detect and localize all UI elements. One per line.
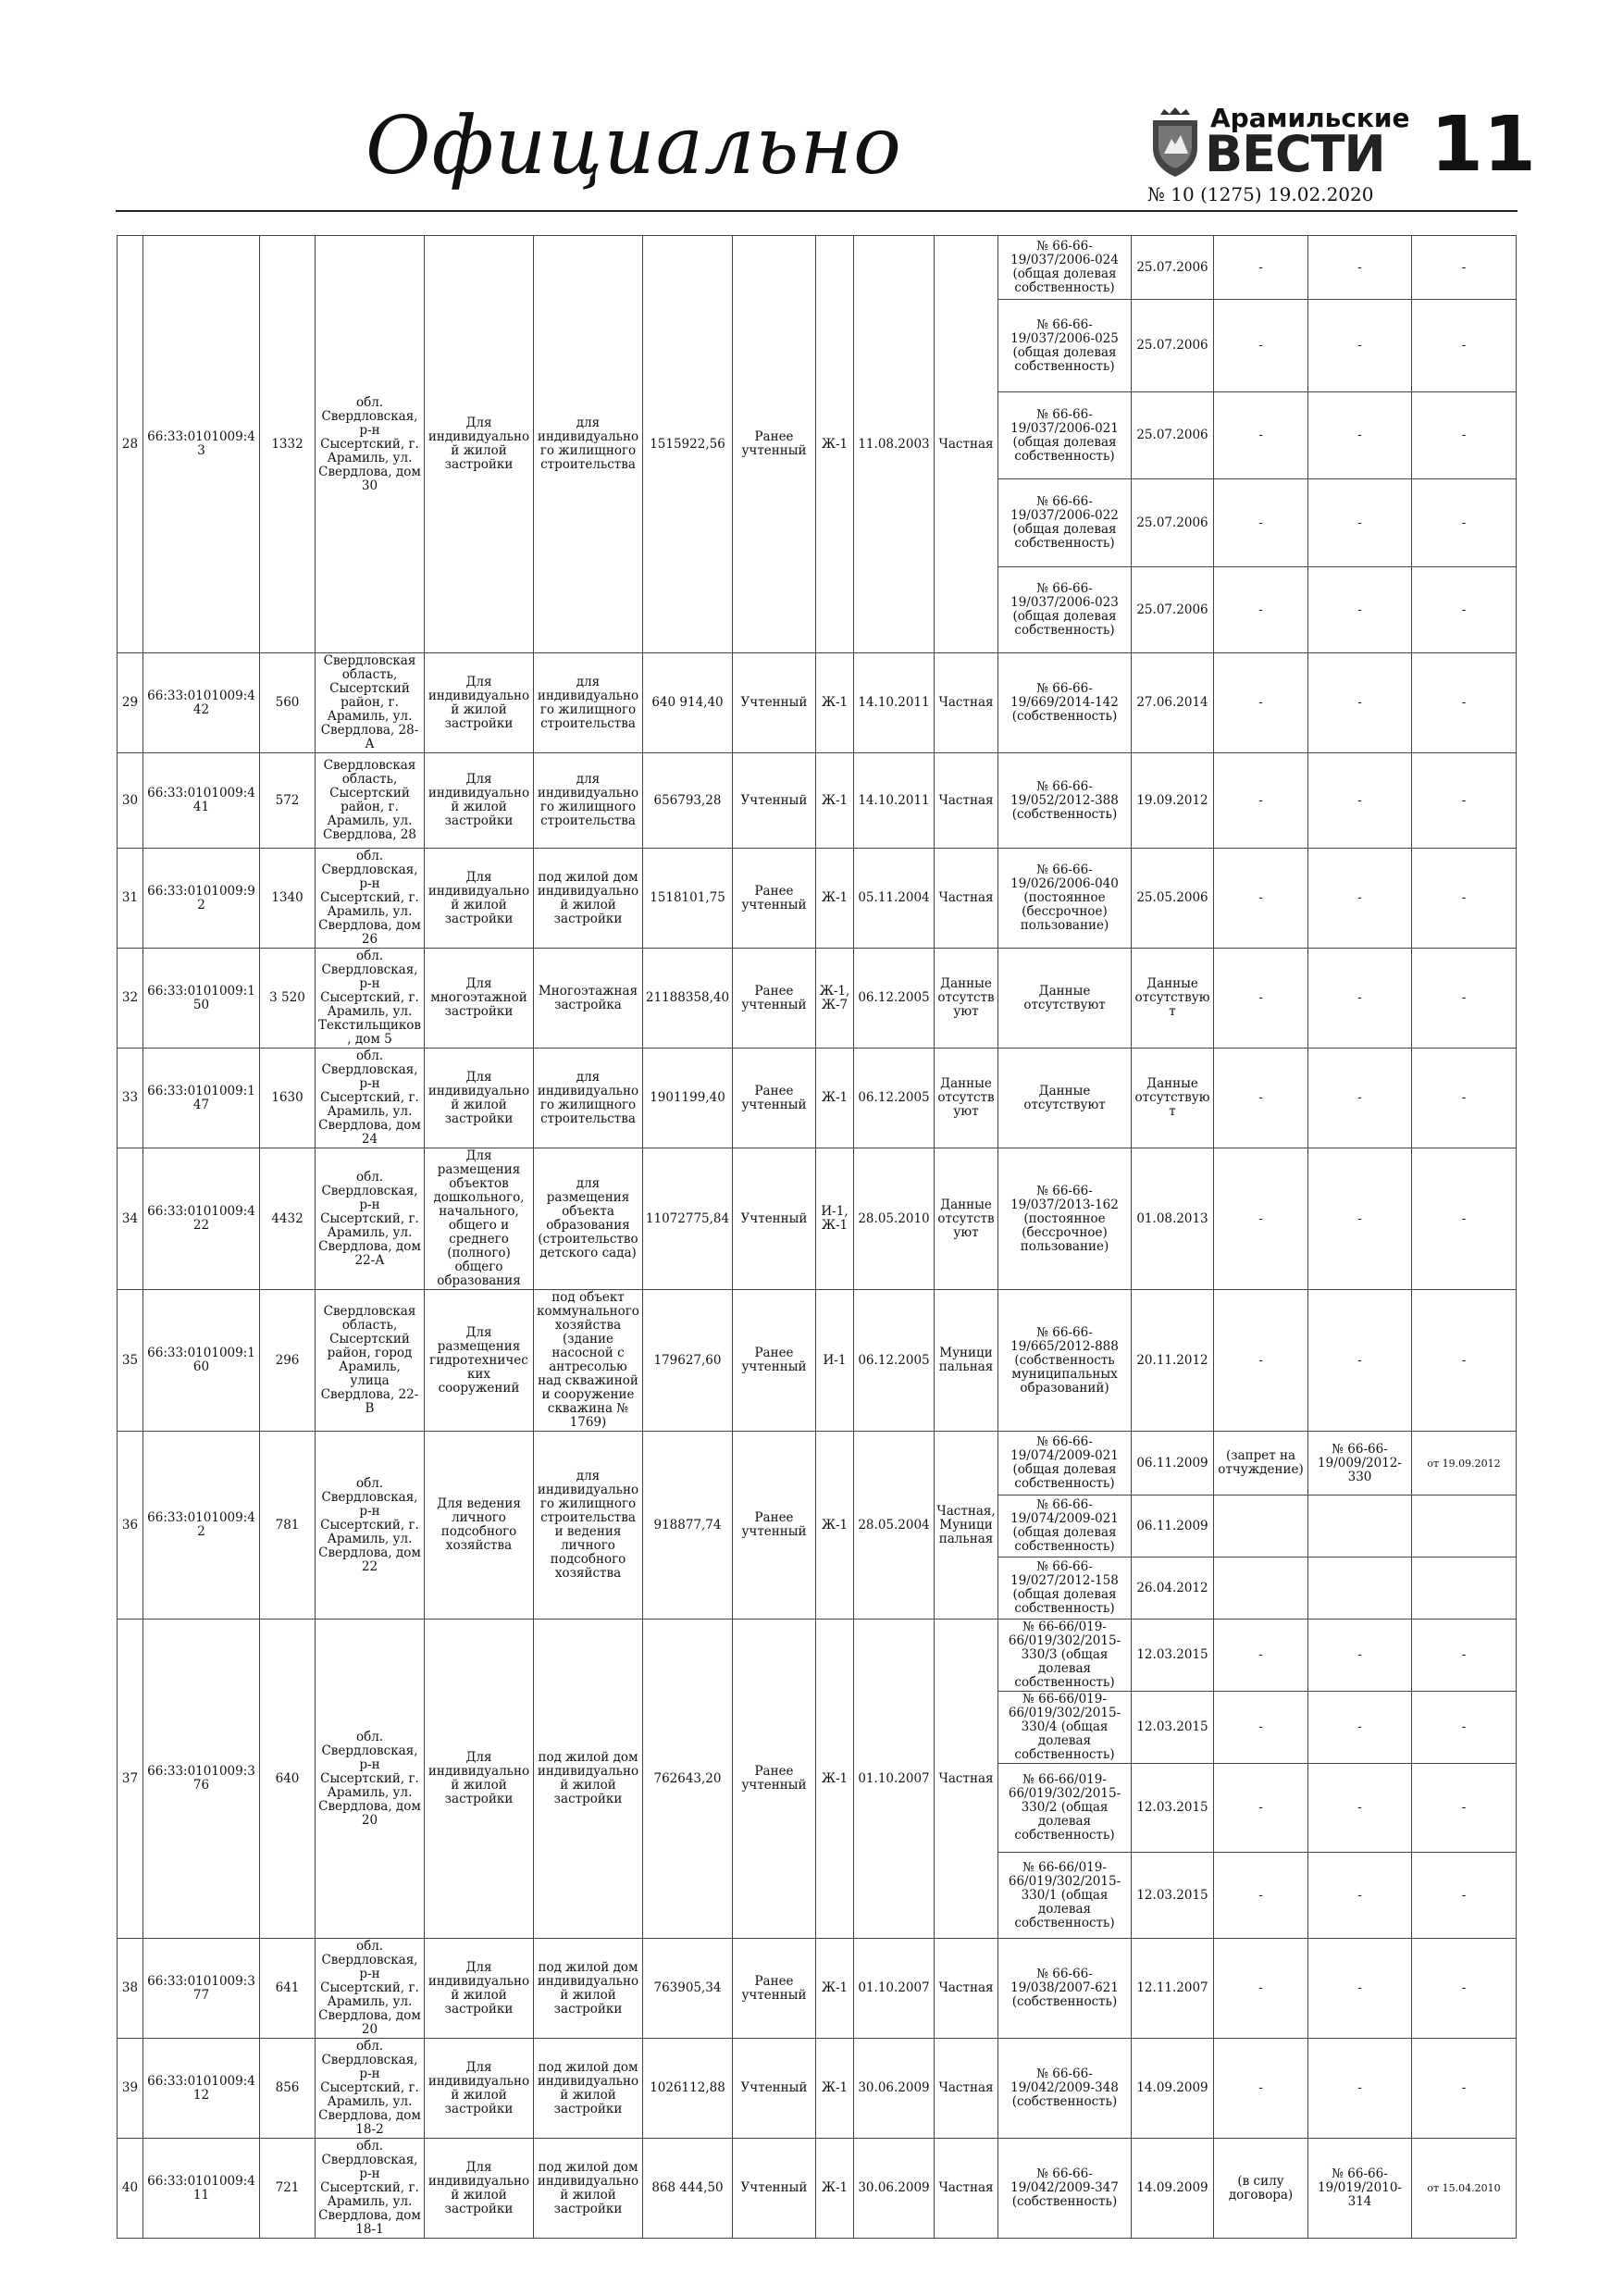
right-record: № 66-66-19/037/2006-023 (общая долевая собственность) (998, 567, 1132, 653)
encumbrance: - (1214, 1939, 1308, 2039)
cadastral-value: 640 914,40 (643, 653, 733, 753)
right-record: № 66-66-19/037/2006-025 (общая долевая собственность) (998, 300, 1132, 392)
encumbrance: - (1214, 1148, 1308, 1290)
cadastral-number: 66:33:0101009:43 (143, 236, 260, 653)
encumbrance-record: - (1308, 653, 1412, 753)
encumbrance: - (1214, 567, 1308, 653)
right-record: № 66-66-19/037/2006-022 (общая долевая собственность) (998, 479, 1132, 567)
row-number: 32 (118, 949, 143, 1049)
encumbrance-record: - (1308, 300, 1412, 392)
right-date: 25.07.2006 (1132, 567, 1214, 653)
ownership-form: Частная (935, 2039, 998, 2139)
registration-date: 14.10.2011 (854, 653, 935, 753)
encumbrance-record: - (1308, 1148, 1412, 1290)
section-title: Официально (365, 100, 902, 192)
right-record: № 66-66-19/665/2012-888 (собственность муниципальных образований) (998, 1290, 1132, 1432)
encumbrance-date: - (1412, 300, 1517, 392)
table-row (118, 1432, 1517, 1496)
land-category: Для ведения личного подсобного хозяйства (425, 1432, 534, 1620)
area: 296 (260, 1290, 316, 1432)
encumbrance-record: - (1308, 236, 1412, 300)
encumbrance: - (1214, 479, 1308, 567)
permitted-use: под жилой дом индивидуальной жилой застройки (534, 1620, 643, 1939)
registration-date: 30.06.2009 (854, 2039, 935, 2139)
cadastral-value: 179627,60 (643, 1290, 733, 1432)
area: 721 (260, 2139, 316, 2239)
encumbrance-date: - (1412, 236, 1517, 300)
area: 4432 (260, 1148, 316, 1290)
encumbrance-record (1308, 1558, 1412, 1620)
zone: Ж-1 (816, 236, 854, 653)
cadastral-number: 66:33:0101009:42 (143, 1432, 260, 1620)
record-status: Ранее учтенный (733, 949, 816, 1049)
encumbrance: - (1214, 1764, 1308, 1853)
encumbrance: - (1214, 949, 1308, 1049)
record-status: Ранее учтенный (733, 236, 816, 653)
right-record: № 66-66-19/037/2006-021 (общая долевая собственность) (998, 392, 1132, 479)
right-date: 27.06.2014 (1132, 653, 1214, 753)
land-category: Для индивидуальной жилой застройки (425, 1620, 534, 1939)
address: Свердловская область, Сысертский район, г. Арамиль, ул. Свердлова, 28 (316, 753, 425, 849)
table-row (118, 236, 1517, 300)
registration-date: 05.11.2004 (854, 849, 935, 949)
table-row (118, 2139, 1517, 2239)
registration-date: 06.12.2005 (854, 1290, 935, 1432)
land-category: Для размещения гидротехнических сооружений (425, 1290, 534, 1432)
encumbrance-date: - (1412, 567, 1517, 653)
record-status: Ранее учтенный (733, 1049, 816, 1148)
row-number: 38 (118, 1939, 143, 2039)
record-status: Ранее учтенный (733, 1939, 816, 2039)
permitted-use: для индивидуального жилищного строительства (534, 1049, 643, 1148)
cadastral-number: 66:33:0101009:160 (143, 1290, 260, 1432)
encumbrance-record: № 66-66-19/009/2012-330 (1308, 1432, 1412, 1496)
ownership-form: Частная (935, 849, 998, 949)
encumbrance: (в силу договора) (1214, 2139, 1308, 2239)
right-record: № 66-66/019-66/019/302/2015-330/4 (общая долевая собственность) (998, 1692, 1132, 1764)
encumbrance-date: - (1412, 2039, 1517, 2139)
record-status: Учтенный (733, 2039, 816, 2139)
permitted-use: под жилой дом индивидуальной жилой застройки (534, 2139, 643, 2239)
cadastral-value: 763905,34 (643, 1939, 733, 2039)
cadastral-number: 66:33:0101009:411 (143, 2139, 260, 2239)
encumbrance-record: - (1308, 1620, 1412, 1692)
registration-date: 28.05.2004 (854, 1432, 935, 1620)
right-record: № 66-66-19/042/2009-347 (собственность) (998, 2139, 1132, 2239)
cadastral-number: 66:33:0101009:422 (143, 1148, 260, 1290)
area: 641 (260, 1939, 316, 2039)
record-status: Учтенный (733, 753, 816, 849)
encumbrance-date: - (1412, 1290, 1517, 1432)
cadastral-number: 66:33:0101009:92 (143, 849, 260, 949)
land-category: Для индивидуальной жилой застройки (425, 1939, 534, 2039)
land-category: Для многоэтажной застройки (425, 949, 534, 1049)
ownership-form: Частная (935, 1620, 998, 1939)
encumbrance-date: от 19.09.2012 (1412, 1432, 1517, 1496)
permitted-use: под жилой дом индивидуальной жилой застройки (534, 1939, 643, 2039)
encumbrance: - (1214, 753, 1308, 849)
row-number: 36 (118, 1432, 143, 1620)
ownership-form: Муниципальная (935, 1290, 998, 1432)
address: обл. Свердловская, р-н Сысертский, г. Арамиль, ул. Текстильщиков, дом 5 (316, 949, 425, 1049)
address: обл. Свердловская, р-н Сысертский, г. Арамиль, ул. Свердлова, дом 20 (316, 1620, 425, 1939)
record-status: Ранее учтенный (733, 1620, 816, 1939)
ownership-form: Данные отсутствуют (935, 1049, 998, 1148)
page-number: 11 (1430, 101, 1536, 189)
encumbrance-date: - (1412, 949, 1517, 1049)
ownership-form: Данные отсутствуют (935, 1148, 998, 1290)
area: 572 (260, 753, 316, 849)
row-number: 39 (118, 2039, 143, 2139)
right-date: 14.09.2009 (1132, 2039, 1214, 2139)
area: 781 (260, 1432, 316, 1620)
cadastral-value: 1515922,56 (643, 236, 733, 653)
cadastral-value: 21188358,40 (643, 949, 733, 1049)
encumbrance-date: - (1412, 653, 1517, 753)
right-date: 26.04.2012 (1132, 1558, 1214, 1620)
address: обл. Свердловская, р-н Сысертский, г. Арамиль, ул. Свердлова, дом 30 (316, 236, 425, 653)
table-row (118, 1939, 1517, 2039)
permitted-use: для индивидуального жилищного строительства (534, 236, 643, 653)
permitted-use: под объект коммунального хозяйства (здание насосной с антресолью над скважиной и сооружение скважина № 1769) (534, 1290, 643, 1432)
encumbrance-date: - (1412, 849, 1517, 949)
right-date: 25.07.2006 (1132, 479, 1214, 567)
land-category: Для индивидуальной жилой застройки (425, 2139, 534, 2239)
address: обл. Свердловская, р-н Сысертский, г. Арамиль, ул. Свердлова, дом 18-2 (316, 2039, 425, 2139)
permitted-use: под жилой дом индивидуальной жилой застройки (534, 849, 643, 949)
right-record: № 66-66-19/052/2012-388 (собственность) (998, 753, 1132, 849)
right-date: 19.09.2012 (1132, 753, 1214, 849)
land-category: Для индивидуальной жилой застройки (425, 2039, 534, 2139)
zone: Ж-1, Ж-7 (816, 949, 854, 1049)
land-category: Для индивидуальной жилой застройки (425, 653, 534, 753)
permitted-use: для индивидуального жилищного строительства и ведения личного подсобного хозяйства (534, 1432, 643, 1620)
zone: Ж-1 (816, 2039, 854, 2139)
ownership-form: Частная (935, 2139, 998, 2239)
logo-small-text: Арамильские (1210, 103, 1410, 133)
right-record: № 66-66-19/037/2013-162 (постоянное (бессрочное) пользование) (998, 1148, 1132, 1290)
record-status: Учтенный (733, 2139, 816, 2239)
right-record: № 66-66-19/026/2006-040 (постоянное (бессрочное) пользование) (998, 849, 1132, 949)
encumbrance-record: - (1308, 392, 1412, 479)
registration-date: 01.10.2007 (854, 1620, 935, 1939)
right-record: № 66-66-19/669/2014-142 (собственность) (998, 653, 1132, 753)
area: 1340 (260, 849, 316, 949)
address: обл. Свердловская, р-н Сысертский, г. Арамиль, ул. Свердлова, дом 26 (316, 849, 425, 949)
cadastral-number: 66:33:0101009:441 (143, 753, 260, 849)
right-record: Данные отсутствуют (998, 949, 1132, 1049)
land-category: Для индивидуальной жилой застройки (425, 1049, 534, 1148)
cadastral-value: 11072775,84 (643, 1148, 733, 1290)
encumbrance-record: - (1308, 1764, 1412, 1853)
land-category: Для индивидуальной жилой застройки (425, 849, 534, 949)
cadastral-value: 762643,20 (643, 1620, 733, 1939)
coat-of-arms-icon (1147, 107, 1203, 178)
encumbrance-date (1412, 1558, 1517, 1620)
encumbrance-record: - (1308, 1692, 1412, 1764)
ownership-form: Частная (935, 1939, 998, 2039)
right-date: 12.03.2015 (1132, 1764, 1214, 1853)
address: обл. Свердловская, р-н Сысертский, г. Арамиль, ул. Свердлова, дом 22-А (316, 1148, 425, 1290)
cadastral-number: 66:33:0101009:412 (143, 2039, 260, 2139)
encumbrance-record: - (1308, 1939, 1412, 2039)
area: 856 (260, 2039, 316, 2139)
encumbrance-date: - (1412, 1764, 1517, 1853)
zone: Ж-1 (816, 653, 854, 753)
table-row (118, 1049, 1517, 1148)
ownership-form: Данные отсутствуют (935, 949, 998, 1049)
right-record: № 66-66-19/074/2009-021 (общая долевая собственность) (998, 1496, 1132, 1558)
encumbrance: (запрет на отчуждение) (1214, 1432, 1308, 1496)
encumbrance-date: от 15.04.2010 (1412, 2139, 1517, 2239)
right-date: 12.03.2015 (1132, 1692, 1214, 1764)
row-number: 40 (118, 2139, 143, 2239)
address: обл. Свердловская, р-н Сысертский, г. Арамиль, ул. Свердлова, дом 24 (316, 1049, 425, 1148)
registration-date: 06.12.2005 (854, 949, 935, 1049)
address: обл. Свердловская, р-н Сысертский, г. Арамиль, ул. Свердлова, дом 18-1 (316, 2139, 425, 2239)
row-number: 30 (118, 753, 143, 849)
row-number: 35 (118, 1290, 143, 1432)
record-status: Учтенный (733, 653, 816, 753)
land-category: Для индивидуальной жилой застройки (425, 753, 534, 849)
encumbrance-record: - (1308, 949, 1412, 1049)
zone: Ж-1 (816, 1939, 854, 2039)
right-record: № 66-66-19/042/2009-348 (собственность) (998, 2039, 1132, 2139)
encumbrance-record (1308, 1496, 1412, 1558)
encumbrance: - (1214, 236, 1308, 300)
permitted-use: для индивидуального жилищного строительства (534, 653, 643, 753)
encumbrance-record: № 66-66-19/019/2010-314 (1308, 2139, 1412, 2239)
right-date: 06.11.2009 (1132, 1432, 1214, 1496)
right-date: Данные отсутствуют (1132, 1049, 1214, 1148)
cadastral-value: 1026112,88 (643, 2039, 733, 2139)
encumbrance-date: - (1412, 392, 1517, 479)
encumbrance-record: - (1308, 479, 1412, 567)
address: обл. Свердловская, р-н Сысертский, г. Арамиль, ул. Свердлова, дом 22 (316, 1432, 425, 1620)
zone: И-1 (816, 1290, 854, 1432)
encumbrance-record: - (1308, 2039, 1412, 2139)
encumbrance-date: - (1412, 1148, 1517, 1290)
table-row (118, 653, 1517, 753)
zone: Ж-1 (816, 2139, 854, 2239)
encumbrance: - (1214, 1290, 1308, 1432)
encumbrance-date: - (1412, 1853, 1517, 1939)
right-record: № 66-66-19/038/2007-621 (собственность) (998, 1939, 1132, 2039)
encumbrance: - (1214, 1049, 1308, 1148)
table-row (118, 1290, 1517, 1432)
right-date: 12.11.2007 (1132, 1939, 1214, 2039)
right-date: 14.09.2009 (1132, 2139, 1214, 2239)
right-date: 25.07.2006 (1132, 300, 1214, 392)
cadastral-value: 1518101,75 (643, 849, 733, 949)
record-status: Учтенный (733, 1148, 816, 1290)
permitted-use: под жилой дом индивидуальной жилой застройки (534, 2039, 643, 2139)
ownership-form: Частная, Муниципальная (935, 1432, 998, 1620)
encumbrance: - (1214, 392, 1308, 479)
ownership-form: Частная (935, 653, 998, 753)
table-row (118, 753, 1517, 849)
encumbrance (1214, 1496, 1308, 1558)
registration-date: 30.06.2009 (854, 2139, 935, 2239)
cadastral-number: 66:33:0101009:376 (143, 1620, 260, 1939)
registration-date: 14.10.2011 (854, 753, 935, 849)
row-number: 34 (118, 1148, 143, 1290)
row-number: 33 (118, 1049, 143, 1148)
encumbrance-date: - (1412, 1939, 1517, 2039)
right-record: № 66-66-19/027/2012-158 (общая долевая собственность) (998, 1558, 1132, 1620)
registration-date: 11.08.2003 (854, 236, 935, 653)
area: 640 (260, 1620, 316, 1939)
land-registry-table (117, 235, 1517, 2239)
right-date: 25.05.2006 (1132, 849, 1214, 949)
zone: Ж-1 (816, 753, 854, 849)
zone: Ж-1 (816, 1049, 854, 1148)
encumbrance-record: - (1308, 1049, 1412, 1148)
cadastral-value: 1901199,40 (643, 1049, 733, 1148)
right-date: 25.07.2006 (1132, 236, 1214, 300)
cadastral-value: 656793,28 (643, 753, 733, 849)
right-date: Данные отсутствуют (1132, 949, 1214, 1049)
zone: И-1, Ж-1 (816, 1148, 854, 1290)
area: 1630 (260, 1049, 316, 1148)
encumbrance: - (1214, 653, 1308, 753)
ownership-form: Частная (935, 753, 998, 849)
address: Свердловская область, Сысертский район, г. Арамиль, ул. Свердлова, 28-А (316, 653, 425, 753)
table-row (118, 1148, 1517, 1290)
issue-info: № 10 (1275) 19.02.2020 (1147, 183, 1374, 205)
address: обл. Свердловская, р-н Сысертский, г. Арамиль, ул. Свердлова, дом 20 (316, 1939, 425, 2039)
encumbrance: - (1214, 1620, 1308, 1692)
encumbrance: - (1214, 1692, 1308, 1764)
encumbrance-date: - (1412, 1620, 1517, 1692)
encumbrance (1214, 1558, 1308, 1620)
zone: Ж-1 (816, 1620, 854, 1939)
record-status: Ранее учтенный (733, 849, 816, 949)
address: Свердловская область, Сысертский район, город Арамиль, улица Свердлова, 22-В (316, 1290, 425, 1432)
encumbrance: - (1214, 300, 1308, 392)
right-date: 20.11.2012 (1132, 1290, 1214, 1432)
encumbrance-date: - (1412, 753, 1517, 849)
table-row (118, 949, 1517, 1049)
right-record: Данные отсутствуют (998, 1049, 1132, 1148)
area: 1332 (260, 236, 316, 653)
right-date: 12.03.2015 (1132, 1620, 1214, 1692)
zone: Ж-1 (816, 1432, 854, 1620)
table-row (118, 1620, 1517, 1692)
record-status: Ранее учтенный (733, 1290, 816, 1432)
table-row (118, 849, 1517, 949)
newspaper-logo (1147, 103, 1410, 183)
encumbrance-date: - (1412, 479, 1517, 567)
right-record: № 66-66/019-66/019/302/2015-330/2 (общая долевая собственность) (998, 1764, 1132, 1853)
right-date: 25.07.2006 (1132, 392, 1214, 479)
right-record: № 66-66-19/074/2009-021 (общая долевая собственность) (998, 1432, 1132, 1496)
encumbrance-record: - (1308, 753, 1412, 849)
right-record: № 66-66/019-66/019/302/2015-330/1 (общая долевая собственность) (998, 1853, 1132, 1939)
encumbrance: - (1214, 1853, 1308, 1939)
permitted-use: Многоэтажная застройка (534, 949, 643, 1049)
cadastral-number: 66:33:0101009:442 (143, 653, 260, 753)
right-date: 12.03.2015 (1132, 1853, 1214, 1939)
cadastral-value: 918877,74 (643, 1432, 733, 1620)
encumbrance-record: - (1308, 567, 1412, 653)
cadastral-number: 66:33:0101009:150 (143, 949, 260, 1049)
logo-big-text: ВЕСТИ (1205, 125, 1385, 183)
right-record: № 66-66/019-66/019/302/2015-330/3 (общая долевая собственность) (998, 1620, 1132, 1692)
encumbrance-date: - (1412, 1049, 1517, 1148)
ownership-form: Частная (935, 236, 998, 653)
encumbrance: - (1214, 849, 1308, 949)
cadastral-number: 66:33:0101009:147 (143, 1049, 260, 1148)
registration-date: 01.10.2007 (854, 1939, 935, 2039)
right-date: 06.11.2009 (1132, 1496, 1214, 1558)
encumbrance-date (1412, 1496, 1517, 1558)
area: 3 520 (260, 949, 316, 1049)
land-category: Для размещения объектов дошкольного, начального, общего и среднего (полного) общего образования (425, 1148, 534, 1290)
land-category: Для индивидуальной жилой застройки (425, 236, 534, 653)
permitted-use: для индивидуального жилищного строительства (534, 753, 643, 849)
cadastral-value: 868 444,50 (643, 2139, 733, 2239)
row-number: 29 (118, 653, 143, 753)
encumbrance-record: - (1308, 1290, 1412, 1432)
row-number: 37 (118, 1620, 143, 1939)
encumbrance: - (1214, 2039, 1308, 2139)
right-record: № 66-66-19/037/2006-024 (общая долевая собственность) (998, 236, 1132, 300)
row-number: 31 (118, 849, 143, 949)
record-status: Ранее учтенный (733, 1432, 816, 1620)
encumbrance-date: - (1412, 1692, 1517, 1764)
table-row (118, 2039, 1517, 2139)
registration-date: 06.12.2005 (854, 1049, 935, 1148)
header-rule (116, 210, 1518, 212)
registration-date: 28.05.2010 (854, 1148, 935, 1290)
cadastral-number: 66:33:0101009:377 (143, 1939, 260, 2039)
permitted-use: для размещения объекта образования (строительство детского сада) (534, 1148, 643, 1290)
zone: Ж-1 (816, 849, 854, 949)
row-number: 28 (118, 236, 143, 653)
encumbrance-record: - (1308, 849, 1412, 949)
right-date: 01.08.2013 (1132, 1148, 1214, 1290)
encumbrance-record: - (1308, 1853, 1412, 1939)
area: 560 (260, 653, 316, 753)
